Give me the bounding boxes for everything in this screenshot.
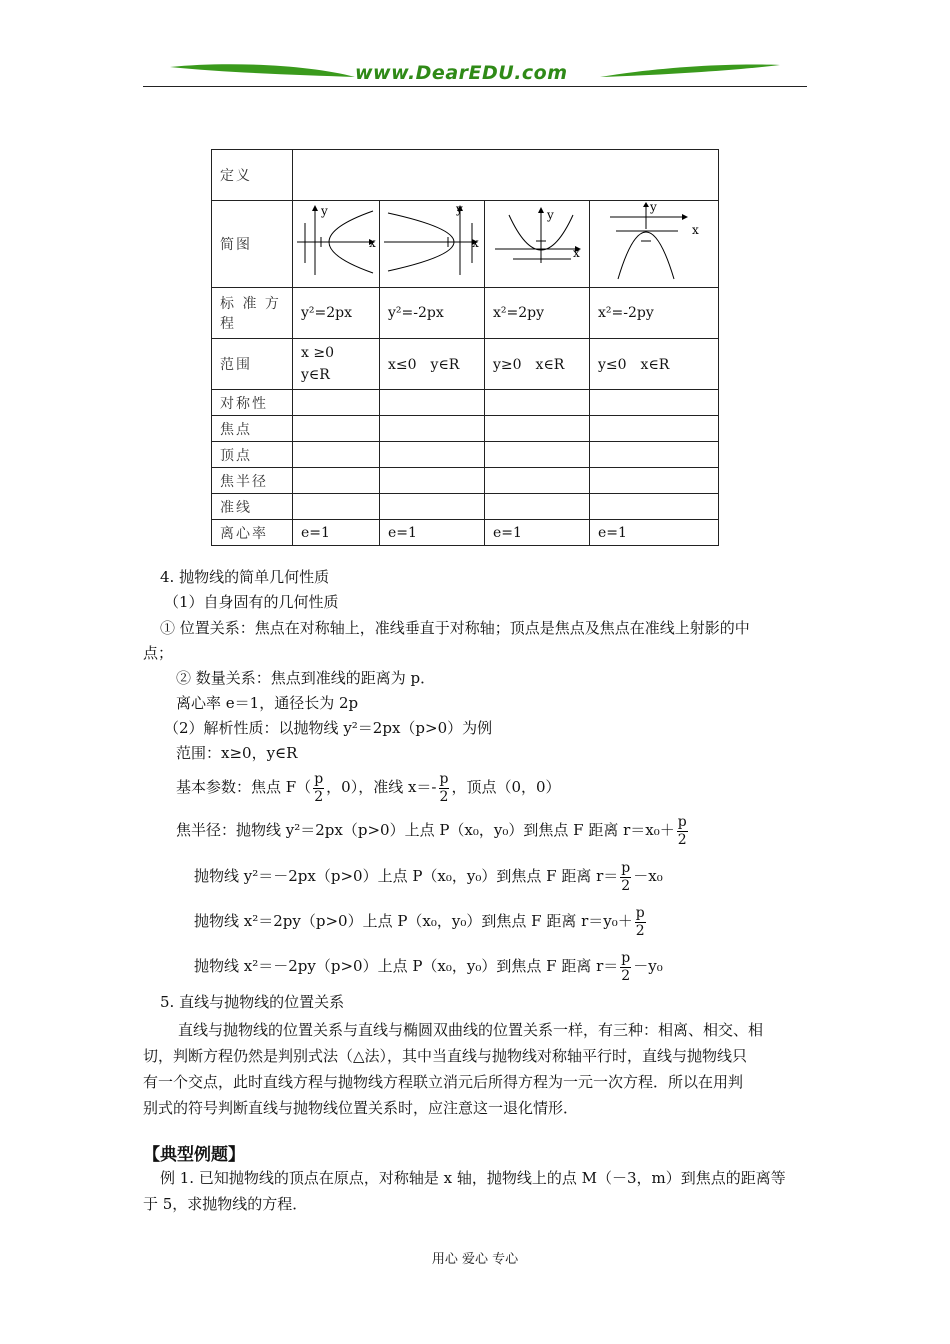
section4-sub1: （1）自身固有的几何性质 bbox=[164, 593, 339, 611]
row-label-symmetry: 对称性 bbox=[212, 390, 293, 416]
eccentricity-cell: e=1 bbox=[293, 520, 380, 546]
section4-title: 4. 抛物线的简单几何性质 bbox=[160, 568, 330, 586]
axis-x-label: x bbox=[692, 223, 699, 237]
definition-cell bbox=[293, 150, 719, 201]
range-cell: x ≥0 y∈R bbox=[293, 339, 380, 390]
eccentricity-cell: e=1 bbox=[590, 520, 719, 546]
parabola-properties-table bbox=[211, 149, 719, 546]
equation-cell: y²=-2px bbox=[380, 288, 485, 339]
sketch-up-opening bbox=[485, 201, 590, 288]
basic-params-line: 基本参数：焦点 F（ $\frac{p}{2}$ ，0），准线 x＝- $\frac{p}{2}$ ，顶点（0，0） bbox=[176, 770, 561, 805]
section5-line2: 切，判断方程仍然是判别式法（△法），其中当直线与抛物线对称轴平行时，直线与抛物线只 bbox=[143, 1047, 748, 1065]
fraction-p-over-2: $\frac{p}{2}$ bbox=[314, 770, 324, 805]
sketch-left-opening bbox=[380, 201, 485, 288]
eccentricity-cell: e=1 bbox=[485, 520, 590, 546]
section4-p3: 离心率 e＝1，通径长为 2p bbox=[176, 694, 359, 712]
range-cell: x≤0 y∈R bbox=[380, 339, 485, 390]
focal-radius-line-2: 抛物线 y²＝－2px（p>0）上点 P（x₀，y₀）到焦点 F 距离 r＝ $\frac{p}{2}$ －x₀ bbox=[194, 859, 663, 894]
axis-y-label: y bbox=[456, 202, 463, 216]
focal-radius-line-3: 抛物线 x²＝2py（p>0）上点 P（x₀，y₀）到焦点 F 距离 r＝y₀＋ $\frac{p}{2}$ bbox=[194, 904, 645, 939]
row-label-definition: 定义 bbox=[212, 150, 293, 201]
axis-x-label: x bbox=[573, 246, 580, 260]
header-divider bbox=[143, 86, 807, 87]
focal-radius-line-1: 焦半径：抛物线 y²＝2px（p>0）上点 P（x₀，y₀）到焦点 F 距离 r＝x₀＋ $\frac{p}{2}$ bbox=[176, 813, 687, 848]
section4-sub2: （2）解析性质：以抛物线 y²＝2px（p>0）为例 bbox=[164, 719, 493, 737]
fraction-p-over-2: $\frac{p}{2}$ bbox=[439, 770, 449, 805]
row-label-range: 范围 bbox=[212, 339, 293, 390]
section5-title: 5. 直线与抛物线的位置关系 bbox=[160, 993, 345, 1011]
axis-x-label: x bbox=[369, 236, 376, 250]
sketch-right-opening bbox=[293, 201, 380, 288]
axis-y-label: y bbox=[650, 201, 657, 214]
row-label-eccentricity: 离心率 bbox=[212, 520, 293, 546]
focal-radius-line-4: 抛物线 x²＝－2py（p>0）上点 P（x₀，y₀）到焦点 F 距离 r＝ $\frac{p}{2}$ －y₀ bbox=[194, 949, 663, 984]
fraction-p-over-2: $\frac{p}{2}$ bbox=[621, 949, 631, 984]
range-cell: y≥0 x∈R bbox=[485, 339, 590, 390]
sketch-down-opening bbox=[590, 201, 719, 288]
range-cell: y≤0 x∈R bbox=[590, 339, 719, 390]
site-name[interactable]: www.DearEDU.com bbox=[355, 62, 568, 84]
equation-cell: y²=2px bbox=[293, 288, 380, 339]
fraction-p-over-2: $\frac{p}{2}$ bbox=[635, 904, 645, 939]
row-label-sketch: 简图 bbox=[212, 201, 293, 288]
examples-title: 【典型例题】 bbox=[143, 1145, 245, 1165]
page-footer: 用心 爱心 专心 bbox=[431, 1252, 519, 1267]
section4-p1a: ① 位置关系：焦点在对称轴上，准线垂直于对称轴；顶点是焦点及焦点在准线上射影的中 bbox=[160, 619, 750, 637]
row-label-equation: 标 准 方 程 bbox=[212, 288, 293, 339]
equation-cell: x²=-2py bbox=[590, 288, 719, 339]
axis-y-label: y bbox=[547, 208, 554, 222]
section4-range: 范围：x≥0，y∈R bbox=[176, 744, 298, 762]
section4-p2: ② 数量关系：焦点到准线的距离为 p． bbox=[176, 669, 436, 687]
section5-line1: 直线与抛物线的位置关系与直线与椭圆双曲线的位置关系一样，有三种：相离、相交、相 bbox=[178, 1021, 764, 1039]
equation-cell: x²=2py bbox=[485, 288, 590, 339]
row-label-directrix: 准线 bbox=[212, 494, 293, 520]
fraction-p-over-2: $\frac{p}{2}$ bbox=[621, 859, 631, 894]
row-label-focus: 焦点 bbox=[212, 416, 293, 442]
fraction-p-over-2: $\frac{p}{2}$ bbox=[677, 813, 687, 848]
row-label-focal-radius: 焦半径 bbox=[212, 468, 293, 494]
section4-p1b: 点； bbox=[143, 644, 174, 662]
example1-line2: 于 5，求抛物线的方程． bbox=[143, 1195, 308, 1213]
section5-line4: 别式的符号判断直线与抛物线位置关系时，应注意这一退化情形． bbox=[143, 1099, 579, 1117]
axis-y-label: y bbox=[321, 204, 328, 218]
example1-line1: 例 1. 已知抛物线的顶点在原点，对称轴是 x 轴，抛物线上的点 M（－3，m）到焦点的距离等 bbox=[160, 1169, 786, 1187]
eccentricity-cell: e=1 bbox=[380, 520, 485, 546]
section5-line3: 有一个交点，此时直线方程与抛物线方程联立消元后所得方程为一元一次方程．所以在用判 bbox=[143, 1073, 744, 1091]
row-label-vertex: 顶点 bbox=[212, 442, 293, 468]
axis-x-label: x bbox=[472, 236, 479, 250]
